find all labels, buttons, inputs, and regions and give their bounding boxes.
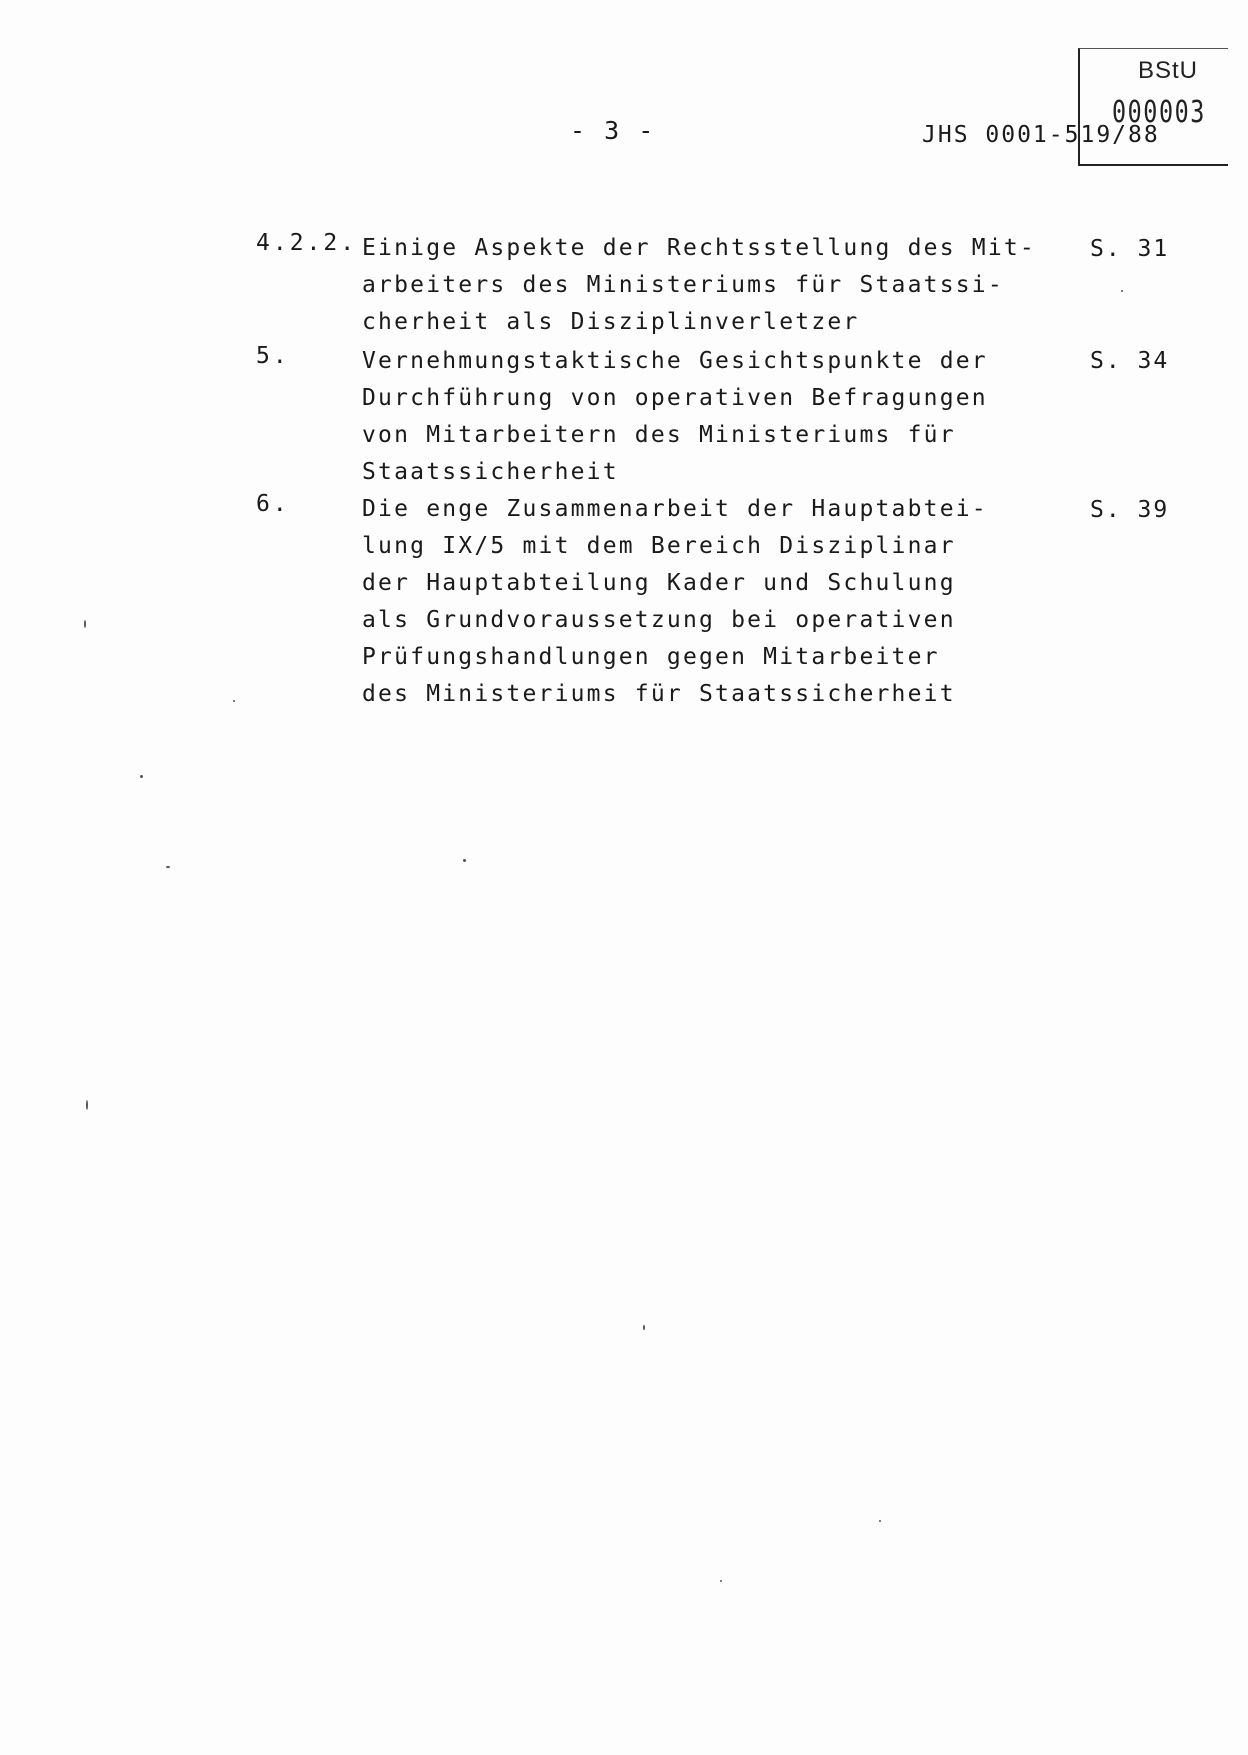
toc-entry-page: S. 34 xyxy=(1090,348,1170,374)
scan-speck xyxy=(879,1520,881,1522)
stamp-label: BStU xyxy=(1138,57,1199,84)
scan-speck xyxy=(643,1325,645,1330)
toc-entry-line: Prüfungshandlungen gegen Mitarbeiter xyxy=(362,644,940,670)
toc-entry-line: Einige Aspekte der Rechtsstellung des Mit- xyxy=(362,235,1036,261)
toc-entry-title xyxy=(362,230,1036,341)
toc-entry-line: arbeiters des Ministeriums für Staatssi- xyxy=(362,272,1004,298)
scan-speck xyxy=(720,1580,722,1582)
toc-entry-page: S. 39 xyxy=(1090,497,1170,523)
toc-entry-line: lung IX/5 mit dem Bereich Disziplinar xyxy=(362,533,956,559)
page-number: - 3 - xyxy=(570,116,656,145)
scan-speck xyxy=(84,620,86,628)
toc-entry-line: Durchführung von operativen Befragungen xyxy=(362,385,988,411)
toc-entry-title xyxy=(362,343,1022,491)
toc-entry-line: Die enge Zusammenarbeit der Hauptabtei- xyxy=(362,496,988,522)
toc-entry-page: S. 31 xyxy=(1090,236,1170,262)
scan-speck xyxy=(140,775,143,778)
toc-entry-line: Staatssicherheit xyxy=(362,459,619,485)
scan-speck xyxy=(86,1100,88,1110)
toc-entry-line: cherheit als Disziplinverletzer xyxy=(362,309,860,335)
stamp-number: 000003 xyxy=(1112,95,1206,130)
archive-stamp xyxy=(1078,48,1228,166)
toc-entry-line: Vernehmungstaktische Gesichtspunkte der xyxy=(362,348,988,374)
toc-entry-number: 6. xyxy=(256,491,290,517)
toc-entry-line: des Ministeriums für Staatssicherheit xyxy=(362,681,956,707)
document-reference: JHS 0001-519/88 xyxy=(922,122,1160,148)
scan-speck xyxy=(463,859,466,862)
scan-speck xyxy=(1121,290,1123,292)
scan-speck xyxy=(233,700,235,702)
toc-entry-line: von Mitarbeitern des Ministeriums für xyxy=(362,422,956,448)
toc-entry-line: als Grundvoraussetzung bei operativen xyxy=(362,607,956,633)
scan-speck xyxy=(166,866,170,868)
toc-entry-number: 4.2.2. xyxy=(256,230,358,256)
toc-entry-title xyxy=(362,491,1022,713)
toc-entry-number: 5. xyxy=(256,343,290,369)
toc-entry-line: der Hauptabteilung Kader und Schulung xyxy=(362,570,956,596)
